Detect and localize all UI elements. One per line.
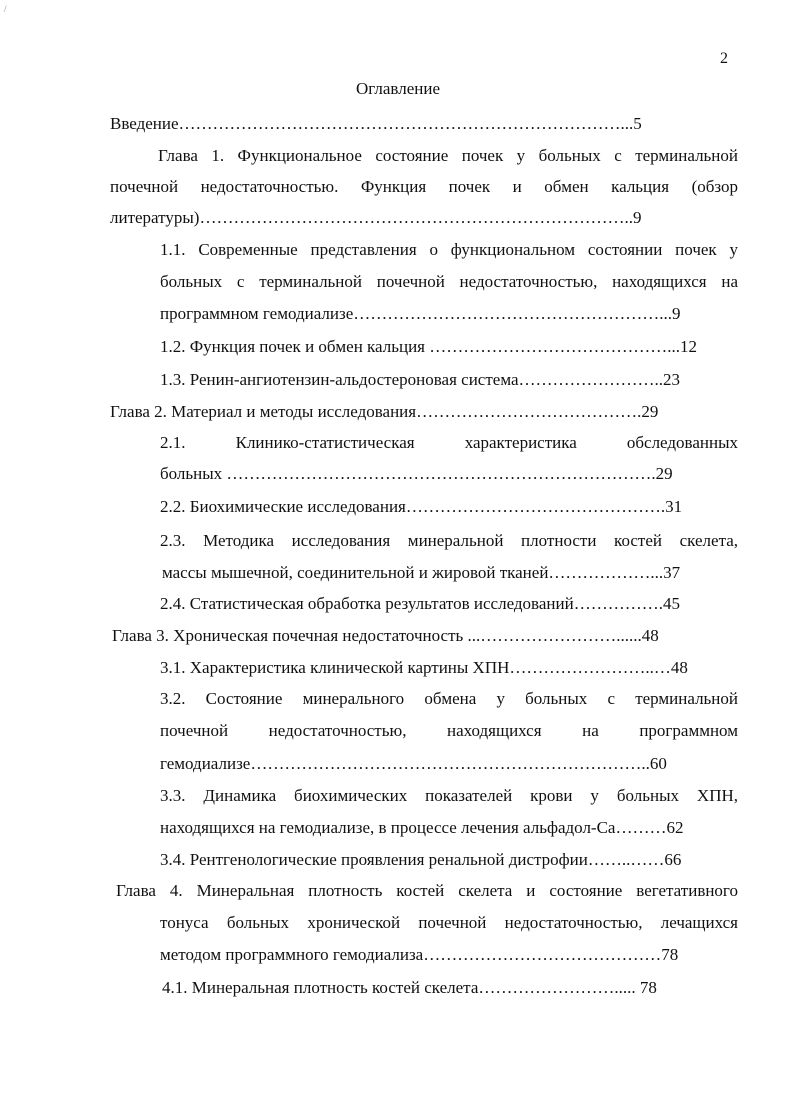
- toc-entry-2-4: 2.4. Статистическая обработка результатов исследований…………….45: [160, 594, 680, 613]
- toc-entry-1-2: 1.2. Функция почек и обмен кальция ……………………………………...12: [160, 337, 697, 356]
- toc-entry-3-3-line-2: находящихся на гемодиализе, в процессе лечения альфадол-Са………62: [160, 818, 684, 837]
- page-number: 2: [720, 50, 728, 67]
- toc-entry-1-1-line-2: больных с терминальной почечной недостаточностью, находящихся на: [160, 272, 738, 291]
- toc-entry-chapter-2: Глава 2. Материал и методы исследования………………………………….29: [110, 402, 659, 421]
- toc-entry-3-2-line-3: гемодиализе……………………………………………………………..60: [160, 754, 667, 773]
- toc-entry-3-2-line-2: почечной недостаточностью, находящихся на программном: [160, 721, 738, 740]
- toc-entry-chapter-1-line-2: почечной недостаточностью. Функция почек и обмен кальция (обзор: [110, 177, 738, 196]
- toc-entry-1-1-line-1: 1.1. Современные представления о функциональном состоянии почек у: [160, 240, 738, 259]
- toc-entry-1-3: 1.3. Ренин-ангиотензин-альдостероновая система……………………..23: [160, 370, 681, 389]
- toc-title: Оглавление: [356, 79, 440, 98]
- toc-entry-chapter-1-line-3: литературы)…………………………………………………………………..9: [110, 208, 642, 227]
- toc-entry-chapter-1-line-1: Глава 1. Функциональное состояние почек у больных с терминальной: [158, 146, 738, 165]
- toc-entry-2-1-line-1: 2.1. Клинико-статистическая характеристика обследованных: [160, 433, 738, 452]
- toc-entry-3-1: 3.1. Характеристика клинической картины ХПН……………………..…48: [160, 658, 688, 677]
- toc-entry-2-3-line-1: 2.3. Методика исследования минеральной плотности костей скелета,: [160, 531, 738, 550]
- toc-entry-chapter-4-line-3: методом программного гемодиализа……………………………………78: [160, 945, 679, 964]
- toc-entry-2-3-line-2: массы мышечной, соединительной и жировой тканей………………...37: [162, 563, 681, 582]
- toc-entry-4-1: 4.1. Минеральная плотность костей скелета……………………..... 78: [162, 978, 657, 997]
- toc-entry-chapter-4-line-2: тонуса больных хронической почечной недостаточностью, лечащихся: [160, 913, 738, 932]
- toc-entry-intro: Введение……………………………………………………………………...5: [110, 114, 642, 133]
- toc-entry-3-3-line-1: 3.3. Динамика биохимических показателей крови у больных ХПН,: [160, 786, 738, 805]
- toc-entry-1-1-line-3: программном гемодиализе………………………………………………...9: [160, 304, 681, 323]
- toc-entry-3-4: 3.4. Рентгенологические проявления ренальной дистрофии……..……66: [160, 850, 682, 869]
- toc-entry-chapter-4-line-1: Глава 4. Минеральная плотность костей скелета и состояние вегетативного: [116, 881, 738, 900]
- toc-entry-chapter-3: Глава 3. Хроническая почечная недостаточность ...……………………......48: [112, 626, 659, 645]
- scan-mark: /: [4, 4, 7, 14]
- toc-entry-2-1-line-2: больных ………………………………………………………………….29: [160, 464, 673, 483]
- toc-entry-3-2-line-1: 3.2. Состояние минерального обмена у больных с терминальной: [160, 689, 738, 708]
- toc-entry-2-2: 2.2. Биохимические исследования……………………………………….31: [160, 497, 683, 516]
